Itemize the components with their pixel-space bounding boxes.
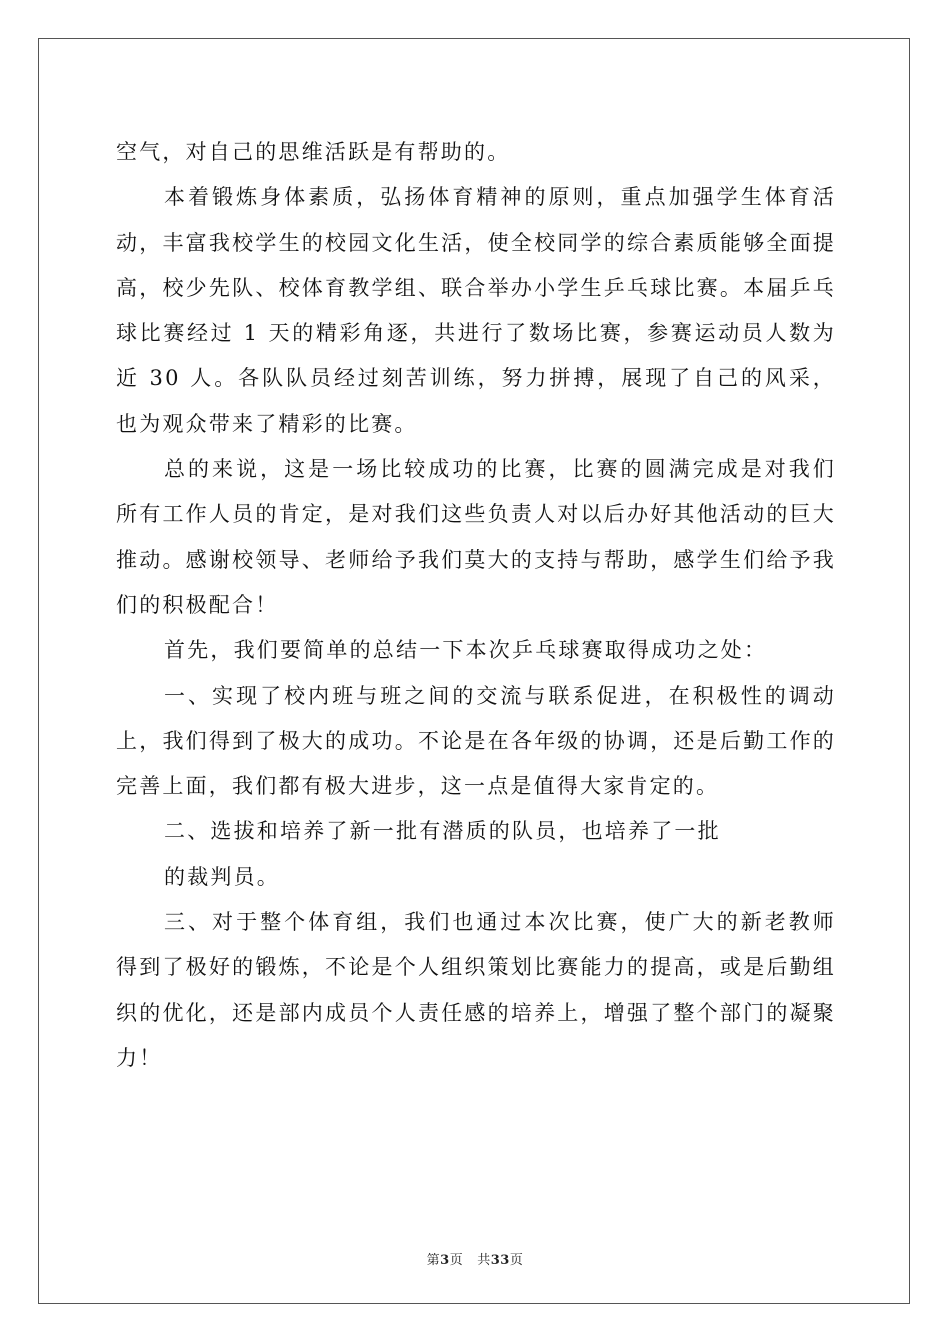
paragraph-3: 总的来说，这是一场比较成功的比赛，比赛的圆满完成是对我们所有工作人员的肯定，是对我们这些负责人对以后办好其他活动的巨大推动。感谢校领导、老师给予我们莫大的支持与帮助，感学生们给予我们的积极配合！ [116,457,836,617]
footer-total-suffix: 页 [509,1253,524,1268]
page-footer [0,1249,950,1268]
paragraph-7: 的裁判员。 [164,864,280,889]
paragraph-4: 首先，我们要简单的总结一下本次乒乓球赛取得成功之处： [164,638,768,663]
footer-total-pages: 33 [490,1253,510,1268]
footer-page-suffix: 页 [449,1253,464,1268]
paragraph-5: 一、实现了校内班与班之间的交流与联系促进，在积极性的调动上，我们得到了极大的成功。不论是在各年级的协调，还是后勤工作的完善上面，我们都有极大进步，这一点是值得大家肯定的。 [116,683,836,799]
footer-total-prefix: 共 [477,1253,491,1268]
footer-page-number: 3 [440,1253,450,1268]
paragraph-1: 空气，对自己的思维活跃是有帮助的。 [116,140,511,164]
footer-page-prefix: 第 [426,1253,441,1268]
paragraph-8: 三、对于整个体育组，我们也通过本次比赛，使广大的新老教师得到了极好的锻炼，不论是个人组织策划比赛能力的提高，或是后勤组织的优化，还是部内成员个人责任感的培养上，增强了整个部门的凝聚力！ [116,910,836,1070]
paragraph-2: 本着锻炼身体素质，弘扬体育精神的原则，重点加强学生体育活动，丰富我校学生的校园文化生活，使全校同学的综合素质能够全面提高，校少先队、校体育教学组、联合举办小学生乒乓球比赛。本届乒乓球比赛经过 1 天的精彩角逐，共进行了数场比赛，参赛运动员人数为近 30 人。各队队员经过刻苦训练，努力拼搏，展现了自己的风采，也为观众带来了精彩的比赛。 [116,185,836,436]
paragraph-6: 二、选拔和培养了新一批有潜质的队员，也培养了一批 [164,819,721,844]
document-body [116,130,836,1081]
